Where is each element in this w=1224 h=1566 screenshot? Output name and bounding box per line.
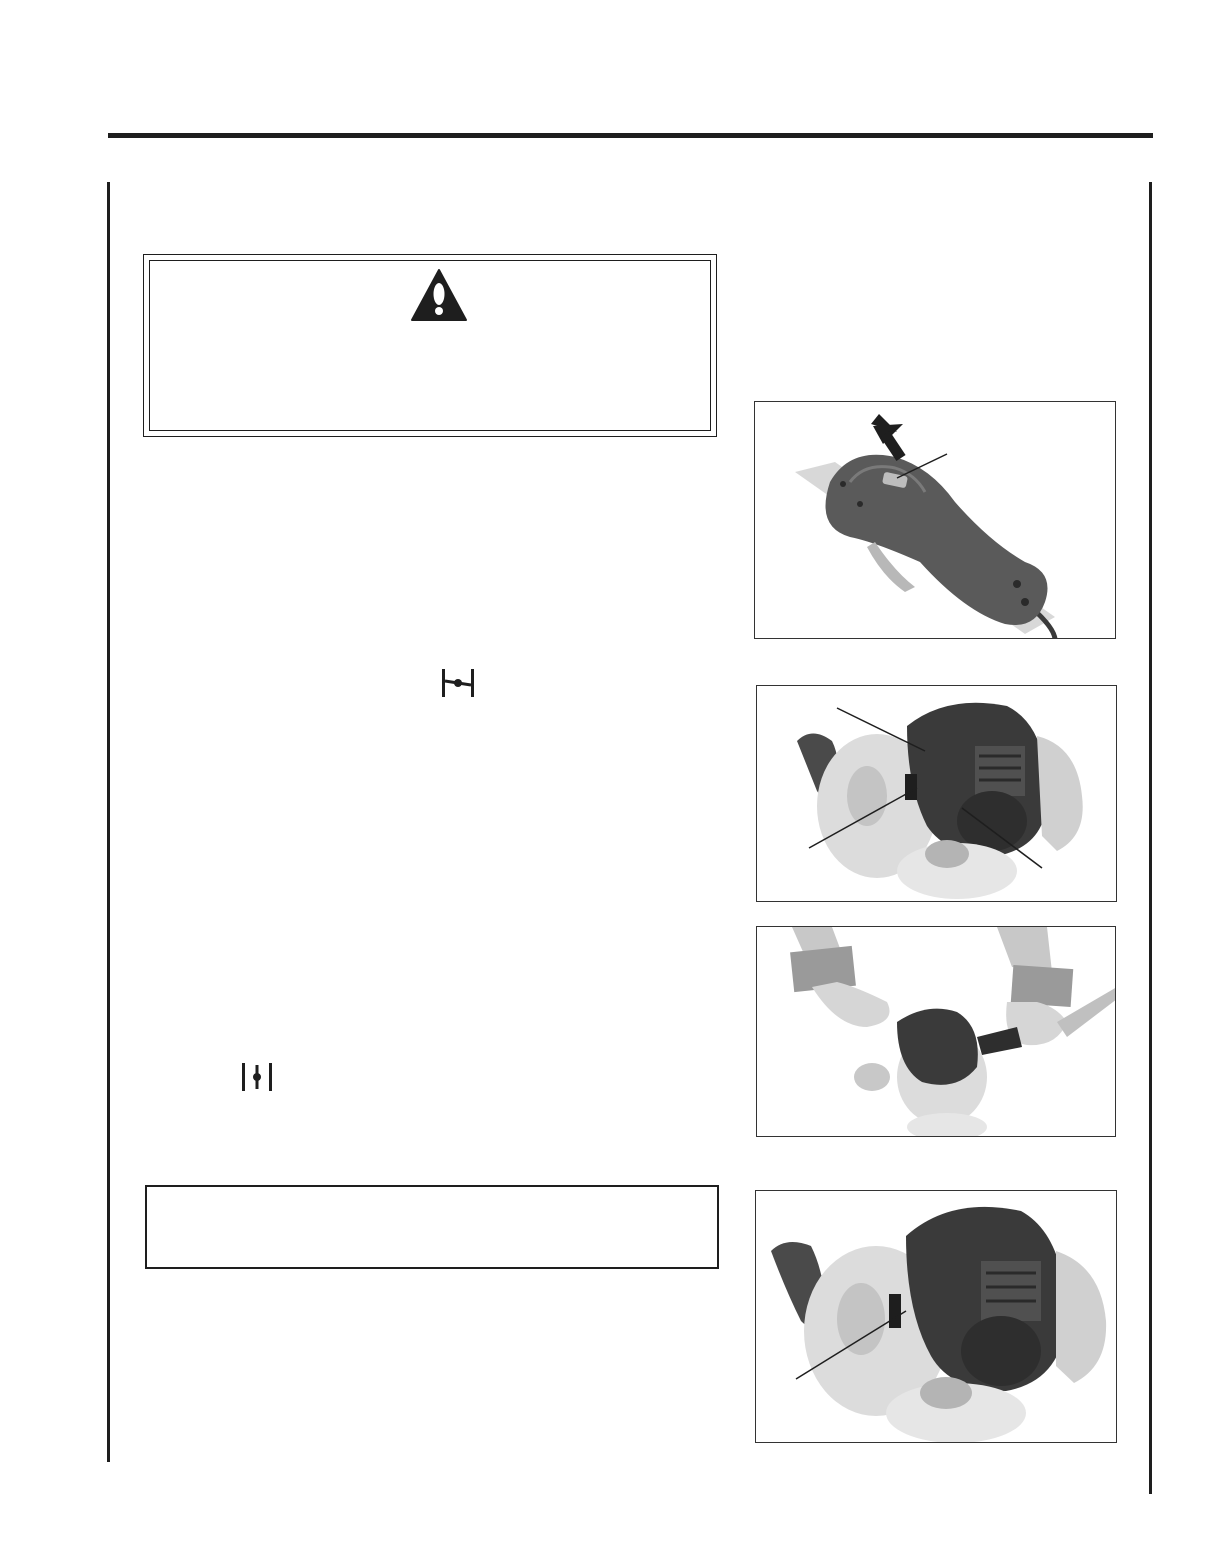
figure-throttle-handle bbox=[754, 401, 1116, 639]
figure-engine-controls bbox=[756, 685, 1117, 902]
throttle-handle-photo bbox=[755, 402, 1116, 639]
choke-closed-symbol-icon bbox=[440, 667, 476, 699]
figure-starting-position bbox=[756, 926, 1116, 1137]
warning-triangle-icon bbox=[410, 268, 468, 322]
left-margin-rule bbox=[107, 182, 110, 1462]
choke-lever-photo bbox=[756, 1191, 1117, 1443]
choke-open-symbol-icon bbox=[240, 1061, 274, 1093]
header-rule bbox=[108, 133, 1153, 138]
figure-choke-lever bbox=[755, 1190, 1117, 1443]
right-margin-rule bbox=[1149, 182, 1152, 1494]
note-box bbox=[145, 1185, 719, 1269]
engine-controls-photo bbox=[757, 686, 1117, 902]
gloved-hands-starting-photo bbox=[757, 927, 1116, 1137]
